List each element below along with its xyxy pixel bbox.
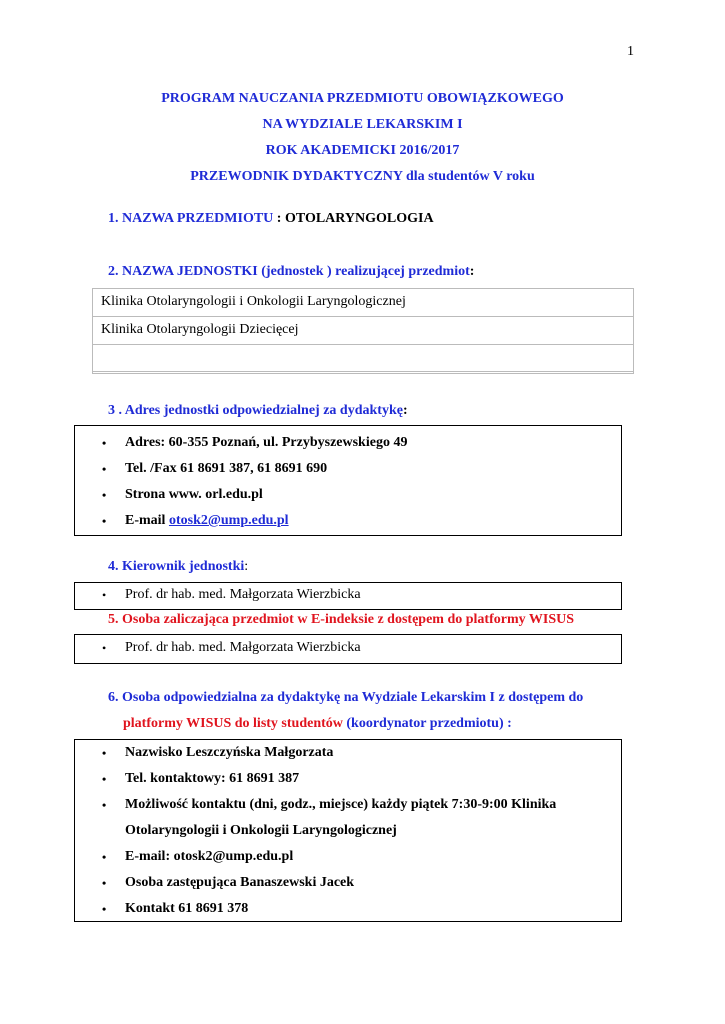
coordinator-contact-line-1: Możliwość kontaktu (dni, godz., miejsce) każdy piątek 7:30-9:00 Klinika xyxy=(125,797,557,812)
coordinator-contact-line-2: Otolaryngologii i Onkologii Laryngologicznej xyxy=(125,823,397,838)
coordinator-name: Nazwisko Leszczyńska Małgorzata xyxy=(125,745,334,760)
unit-row-2: Klinika Otolaryngologii Dziecięcej xyxy=(93,316,633,344)
website-text: Strona www. orl.edu.pl xyxy=(125,487,263,502)
bullet-icon: • xyxy=(102,746,107,760)
page-number: 1 xyxy=(627,44,634,59)
section-6-heading-line-2 xyxy=(123,716,512,732)
section-2-label: 2. NAZWA JEDNOSTKI (jednostek ) realizującej przedmiot xyxy=(108,264,470,279)
address-text: Adres: 60-355 Poznań, ul. Przybyszewskiego 49 xyxy=(125,435,408,450)
examiner-box xyxy=(74,634,622,664)
title-line-4: PRZEWODNIK DYDAKTYCZNY dla studentów V roku xyxy=(190,169,535,184)
section-4-heading xyxy=(108,559,248,575)
coordinator-box xyxy=(74,739,622,922)
units-table xyxy=(92,288,634,374)
document-title xyxy=(0,86,725,190)
website-item xyxy=(75,482,621,508)
section-4-label: 4. Kierownik jednostki xyxy=(108,559,245,574)
section-2-colon: : xyxy=(469,264,475,279)
title-line-2: NA WYDZIALE LEKARSKIM I xyxy=(262,117,463,132)
address-item xyxy=(75,430,621,456)
section-1-heading xyxy=(108,211,434,227)
section-6-coordinator-text: (koordynator przedmiotu) : xyxy=(342,716,512,731)
substitute-name: Osoba zastępująca Banaszewski Jacek xyxy=(125,875,355,890)
bullet-icon: • xyxy=(102,462,107,476)
bullet-icon: • xyxy=(102,798,107,812)
address-box xyxy=(74,425,622,536)
bullet-icon: • xyxy=(102,488,107,502)
section-3-colon: : xyxy=(402,403,408,418)
bullet-icon: • xyxy=(102,772,107,786)
coordinator-email: E-mail: otosk2@ump.edu.pl xyxy=(125,849,294,864)
section-1-label: 1. NAZWA PRZEDMIOTU xyxy=(108,211,274,226)
phone-item xyxy=(75,456,621,482)
section-3-label: 3 . Adres jednostki odpowiedzialnej za dydaktykę xyxy=(108,403,403,418)
head-item xyxy=(75,583,621,607)
coordinator-name-item xyxy=(75,740,621,766)
bullet-icon: • xyxy=(102,876,107,890)
email-item xyxy=(75,508,621,534)
bullet-icon: • xyxy=(102,436,107,450)
section-4-colon: : xyxy=(244,559,249,574)
section-6-label: 6. Osoba odpowiedzialna za dydaktykę na Wydziale Lekarskim I z dostępem do xyxy=(108,690,584,705)
coordinator-phone-item xyxy=(75,766,621,792)
bullet-icon: • xyxy=(102,514,107,528)
title-line-3: ROK AKADEMICKI 2016/2017 xyxy=(265,143,460,158)
bullet-icon: • xyxy=(102,641,107,655)
section-2-heading xyxy=(108,264,474,280)
section-3-heading xyxy=(108,403,408,419)
substitute-item xyxy=(75,870,621,896)
bullet-icon: • xyxy=(102,850,107,864)
phone-text: Tel. /Fax 61 8691 387, 61 8691 690 xyxy=(125,461,328,476)
coordinator-phone: Tel. kontaktowy: 61 8691 387 xyxy=(125,771,300,786)
examiner-item xyxy=(75,635,621,661)
bullet-icon: • xyxy=(102,588,107,602)
section-5-heading xyxy=(108,612,574,628)
coordinator-email-item xyxy=(75,844,621,870)
email-link[interactable]: otosk2@ump.edu.pl xyxy=(168,513,289,528)
section-6-platform-text: platformy WISUS do listy studentów xyxy=(123,716,343,731)
section-1-separator: : xyxy=(273,211,285,226)
substitute-contact: Kontakt 61 8691 378 xyxy=(125,901,249,916)
unit-row-3 xyxy=(93,344,633,374)
section-5-label: 5. Osoba zaliczająca przedmiot w E-indeksie z dostępem do platformy WISUS xyxy=(108,612,574,627)
section-6-heading-line-1 xyxy=(108,690,583,706)
substitute-contact-item xyxy=(75,896,621,922)
email-prefix: E-mail xyxy=(125,513,169,528)
examiner-person: Prof. dr hab. med. Małgorzata Wierzbicka xyxy=(125,640,361,655)
head-person: Prof. dr hab. med. Małgorzata Wierzbicka xyxy=(125,587,361,602)
section-1-value: OTOLARYNGOLOGIA xyxy=(284,211,434,226)
unit-row-1: Klinika Otolaryngologii i Onkologii Laryngologicznej xyxy=(93,288,633,316)
head-box xyxy=(74,582,622,610)
coordinator-contact-item xyxy=(75,792,621,844)
bullet-icon: • xyxy=(102,902,107,916)
title-line-1: PROGRAM NAUCZANIA PRZEDMIOTU OBOWIĄZKOWEGO xyxy=(161,91,564,106)
